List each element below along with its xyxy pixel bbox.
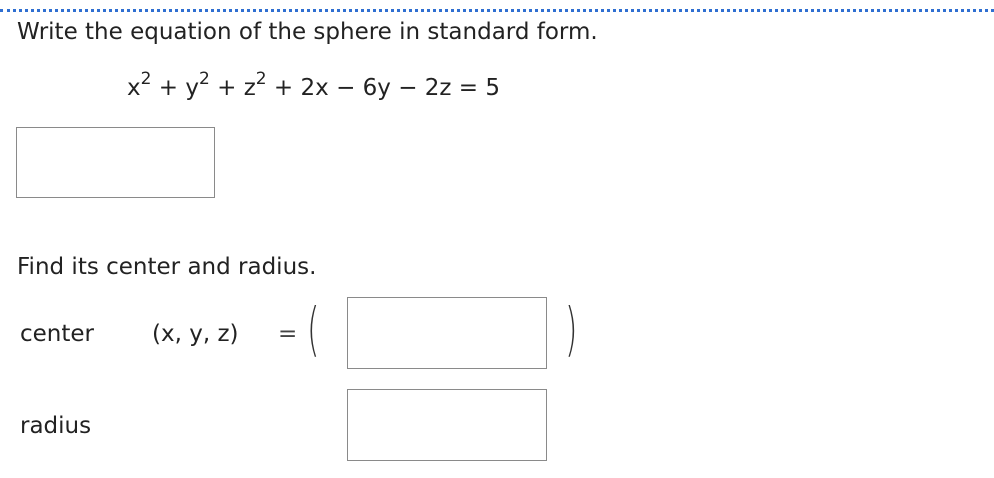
equation-y: y <box>185 75 199 101</box>
close-parenthesis: ) <box>565 295 578 363</box>
equation-y-exponent: 2 <box>198 69 210 90</box>
radius-label: radius <box>20 413 92 439</box>
sphere-equation: $x^2 + y^2 + z^2 + 2x - 6y - 2z = 5$ <box>127 69 501 101</box>
equals-sign: = <box>278 321 298 347</box>
top-dotted-divider <box>0 9 994 12</box>
center-radius-prompt: Find its center and radius. <box>17 254 317 280</box>
equation-x-exponent: 2 <box>140 69 152 90</box>
center-input[interactable] <box>347 297 547 369</box>
radius-input[interactable] <box>347 389 547 461</box>
equation-x: x <box>127 75 141 101</box>
standard-form-input[interactable] <box>16 127 215 198</box>
equation-remainder: + 2x − 6y − 2z = 5 <box>266 75 501 101</box>
question-prompt: Write the equation of the sphere in standard form. <box>17 19 598 45</box>
open-parenthesis: ( <box>307 295 320 363</box>
center-label: center <box>20 321 94 347</box>
center-coordinates-label: (x, y, z) <box>152 321 239 347</box>
equation-z: z <box>243 75 256 101</box>
equation-z-exponent: 2 <box>255 69 267 90</box>
